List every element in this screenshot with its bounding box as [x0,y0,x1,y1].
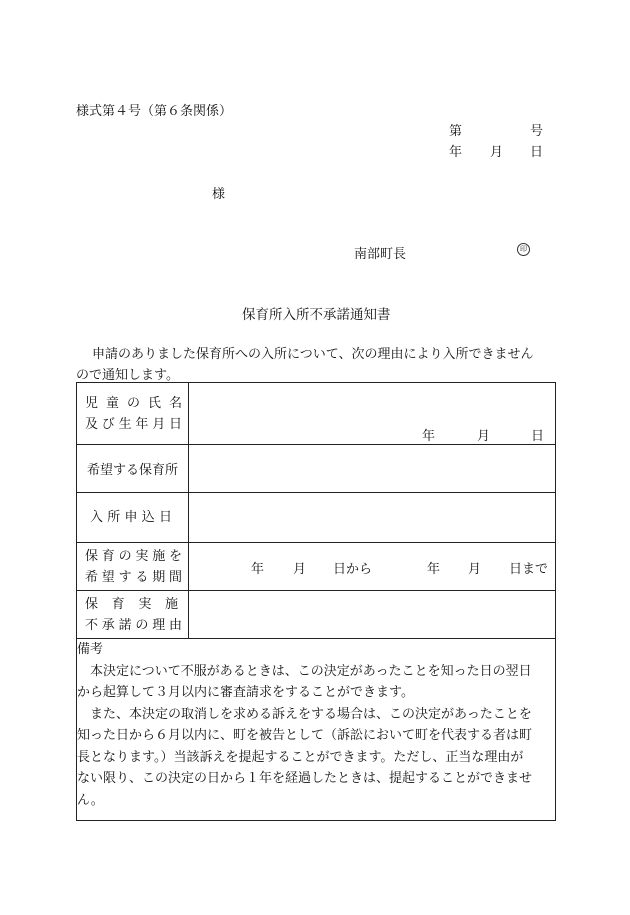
issuer-name: 南部町長 [354,247,407,262]
period-to-day: 日まで [509,562,549,577]
label-desired-period-line2: 希 望 す る 期 間 [85,569,182,585]
label-child-name-line2: 及 び 生 年 月 日 [85,416,182,432]
row-remarks [77,639,556,821]
period-from-day: 日から [333,562,373,577]
form-number: 様式第４号（第６条関係） [76,104,233,119]
remarks-line-4: 知った日から６月以内に、町を被告として（訴訟において町を代表する者は町 [77,728,533,743]
field-child-name[interactable] [189,383,556,445]
label-child-name [77,383,189,445]
document-number-suffix: 号 [530,124,544,139]
remarks-cell [77,639,556,821]
label-refusal-reason-line2: 不 承 諾 の 理 由 [85,617,182,633]
row-desired-nursery [77,445,556,493]
birth-month-label: 月 [477,429,491,444]
date-month-label: 月 [490,145,504,160]
field-application-date[interactable] [189,493,556,543]
intro-line-1: 申請のありました保育所への入所について、次の理由により入所できません [92,347,534,362]
date-day-label: 日 [530,145,544,160]
row-application-date [77,493,556,543]
label-desired-period [77,543,189,591]
remarks-line-1: 本決定について不服があるときは、この決定があったことを知った日の翌日 [90,663,532,679]
remarks-line-7: ん。 [77,792,104,808]
label-refusal-reason-line1: 保 育 実 施 [85,596,178,612]
birth-year-label: 年 [422,429,436,444]
field-desired-nursery[interactable] [189,445,556,493]
field-desired-period[interactable] [189,543,556,591]
seal-mark: 印 [517,243,530,256]
remarks-line-5: 長となります。）当該訴えを提起することができます。ただし、正当な理由が [77,749,524,765]
document-number-prefix: 第 [449,124,463,139]
label-desired-period-line1: 保 育 の 実 施 を [85,548,182,564]
remarks-line-6: ない限り、この決定の日から１年を経過したときは、提起することができませ [77,771,533,786]
intro-line-2: ので通知します。 [76,368,179,383]
remarks-line-3: また、本決定の取消しを求める訴えをする場合は、この決定があったことを [90,706,532,722]
label-child-name-line1: 児 童 の 氏 名 [85,395,182,411]
label-refusal-reason [77,591,189,639]
form-table [76,382,556,821]
period-to-month: 月 [468,562,482,577]
row-refusal-reason [77,591,556,639]
remarks-heading: 備考 [77,642,104,657]
label-application-date: 入 所 申 込 日 [77,493,189,543]
period-from-year: 年 [251,562,265,577]
row-desired-period [77,543,556,591]
addressee-suffix: 様 [212,187,226,202]
period-to-year: 年 [427,562,441,577]
label-desired-nursery: 希望する保育所 [77,445,189,493]
birth-day-label: 日 [531,429,545,444]
period-from-month: 月 [293,562,307,577]
row-child-name [77,383,556,445]
date-year-label: 年 [449,145,463,160]
document-title: 保育所入所不承諾通知書 [242,307,391,323]
field-refusal-reason[interactable] [189,591,556,639]
remarks-line-2: から起算して３月以内に審査請求をすることができます。 [77,685,414,700]
